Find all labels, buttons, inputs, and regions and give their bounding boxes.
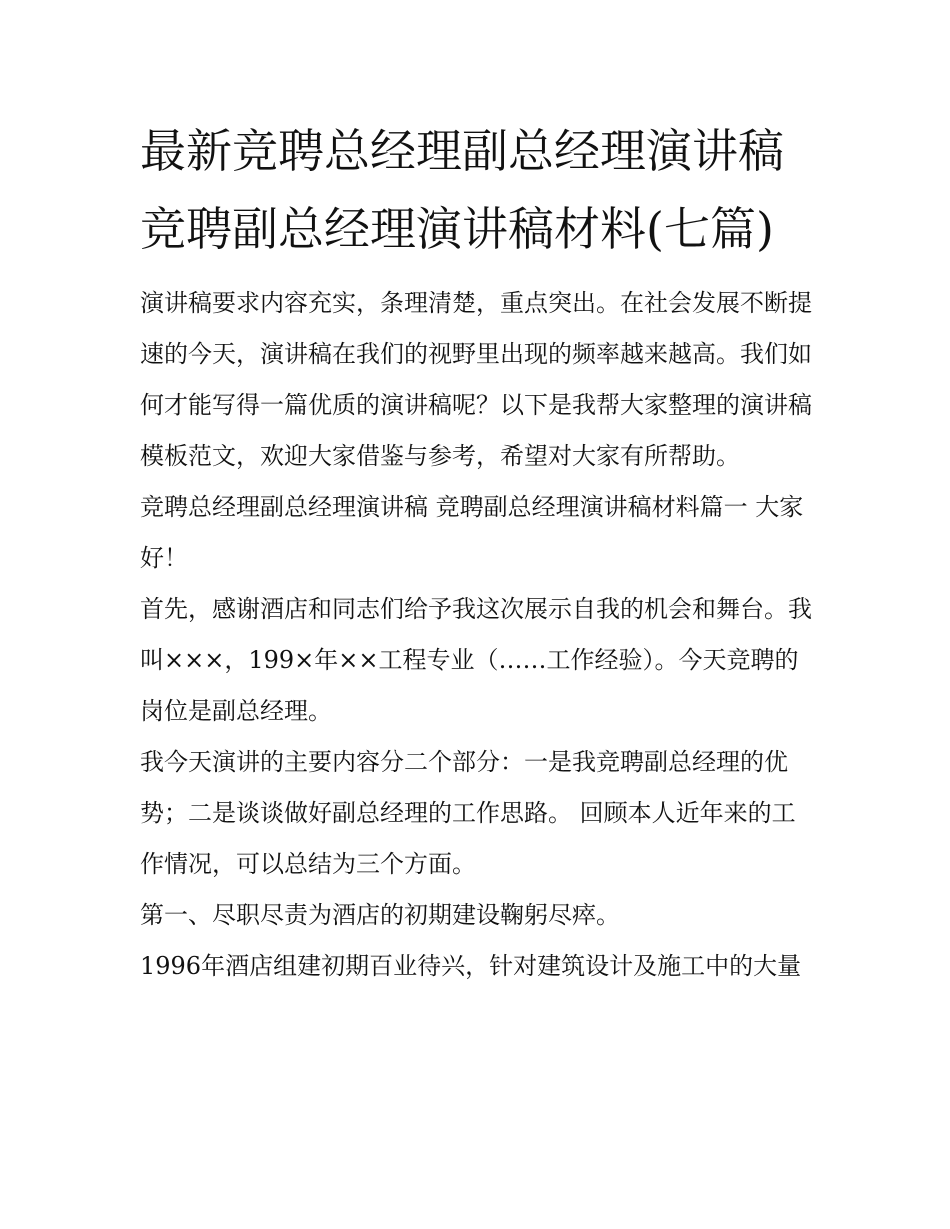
self-introduction-paragraph: 首先，感谢酒店和同志们给予我这次展示自我的机会和舞台。我叫×××，199×年××工程专业（……工作经验）。今天竞聘的岗位是副总经理。 — [140, 595, 812, 725]
section-heading-paragraph: 竞聘总经理副总经理演讲稿 竞聘副总经理演讲稿材料篇一 大家好！ — [140, 493, 804, 572]
point-one-paragraph: 第一、尽职尽责为酒店的初期建设鞠躬尽瘁。 — [140, 901, 620, 929]
intro-paragraph: 演讲稿要求内容充实，条理清楚，重点突出。在社会发展不断提速的今天，演讲稿在我们的视野里出现的频率越来越高。我们如何才能写得一篇优质的演讲稿呢？以下是我帮大家整理的演讲稿模板范文，欢迎大家借鉴与参考，希望对大家有所帮助。 — [140, 289, 812, 470]
speech-outline-paragraph: 我今天演讲的主要内容分二个部分：一是我竞聘副总经理的优势；二是谈谈做好副总经理的工作思路。 回顾本人近年来的工作情况，可以总结为三个方面。 — [140, 748, 796, 878]
document-body — [140, 112, 812, 992]
hotel-history-paragraph: 1996年酒店组建初期百业待兴，针对建筑设计及施工中的大量 — [140, 952, 802, 980]
document-title: 最新竞聘总经理副总经理演讲稿 竞聘副总经理演讲稿材料(七篇) — [140, 124, 784, 256]
